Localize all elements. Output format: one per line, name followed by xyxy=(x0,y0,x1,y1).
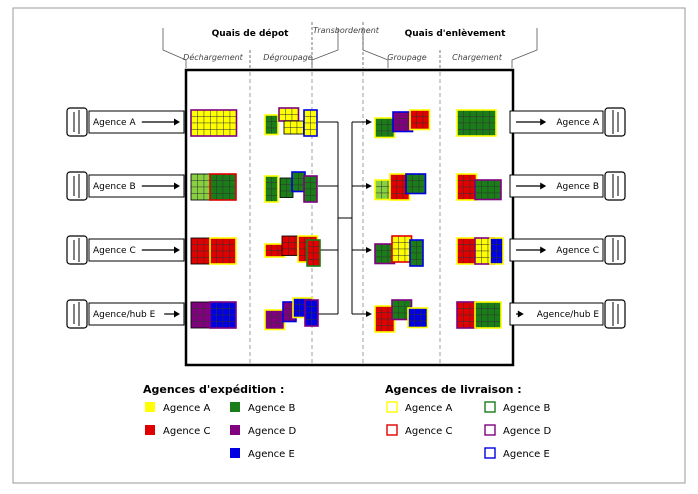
pallet-block xyxy=(210,302,236,328)
legend-label: Agence A xyxy=(163,403,211,414)
truck-cab-icon xyxy=(605,300,625,328)
pallet-block xyxy=(191,110,237,136)
outgoing-truck xyxy=(510,236,625,264)
incoming-truck xyxy=(67,172,184,200)
pallet-block xyxy=(307,240,320,266)
transshipment-label: Transbordement xyxy=(313,26,379,35)
legend-label: Agence E xyxy=(503,449,550,460)
pallet-block xyxy=(191,174,211,200)
pallet-block xyxy=(265,176,278,202)
pallet-block xyxy=(457,174,477,200)
pallet-block xyxy=(305,300,318,326)
truck-cab-icon xyxy=(67,172,87,200)
pallet-block xyxy=(457,238,477,264)
outgoing-truck xyxy=(510,108,625,136)
shipping-legend-title: Agences d'expédition : xyxy=(143,383,285,396)
pallet-block xyxy=(406,174,426,194)
legend-swatch xyxy=(230,402,240,412)
delivery-legend-title: Agences de livraison : xyxy=(385,383,522,396)
pallet-block xyxy=(304,176,317,202)
truck-label: Agence/hub E xyxy=(536,310,599,320)
truck-cab-icon xyxy=(605,172,625,200)
pallet-block xyxy=(191,238,211,264)
truck-label: Agence/hub E xyxy=(93,310,156,320)
pallet-block xyxy=(210,174,236,200)
truck-label: Agence A xyxy=(556,118,599,128)
legend-label: Agence D xyxy=(503,426,552,437)
pallet-block xyxy=(375,118,395,138)
pallet-block xyxy=(292,172,305,192)
truck-label: Agence B xyxy=(556,182,599,192)
truck-cab-icon xyxy=(605,108,625,136)
pallet-block xyxy=(304,110,317,136)
legend-label: Agence A xyxy=(405,403,453,414)
legend-label: Agence E xyxy=(248,449,295,460)
pallet-block xyxy=(490,238,503,264)
legend-label: Agence C xyxy=(405,426,453,437)
legend-swatch xyxy=(230,425,240,435)
pallet-block xyxy=(191,302,211,328)
loading-label: Chargement xyxy=(452,53,502,62)
pallet-block xyxy=(265,310,285,330)
pallet-block xyxy=(410,240,423,266)
incoming-truck xyxy=(67,236,184,264)
incoming-truck xyxy=(67,300,184,328)
pallet-block xyxy=(284,121,304,134)
legend-swatch xyxy=(145,425,155,435)
legend-swatch xyxy=(145,402,155,412)
pallet-block xyxy=(210,238,236,264)
legend-label: Agence C xyxy=(163,426,211,437)
pallet-block xyxy=(457,110,496,136)
truck-label: Agence A xyxy=(93,118,136,128)
grouping-label: Groupage xyxy=(387,53,427,62)
pallet-block xyxy=(475,180,501,200)
legend-label: Agence D xyxy=(248,426,297,437)
pallet-block xyxy=(265,244,285,257)
truck-cab-icon xyxy=(67,236,87,264)
truck-cab-icon xyxy=(605,236,625,264)
truck-label: Agence C xyxy=(93,246,136,256)
legend-label: Agence B xyxy=(248,403,296,414)
truck-cab-icon xyxy=(67,300,87,328)
legend-swatch xyxy=(230,448,240,458)
depot-header: Quais de dépot xyxy=(211,29,289,39)
truck-cab-icon xyxy=(67,108,87,136)
pallet-block xyxy=(457,302,477,328)
pickup-header: Quais d'enlèvement xyxy=(404,29,506,39)
pallet-block xyxy=(475,302,501,328)
pallet-block xyxy=(392,236,412,262)
pallet-block xyxy=(265,115,278,135)
unloading-label: Déchargement xyxy=(183,53,243,62)
pallet-block xyxy=(279,108,299,121)
outgoing-truck xyxy=(510,172,625,200)
pallet-block xyxy=(280,178,293,198)
legend-label: Agence B xyxy=(503,403,551,414)
truck-label: Agence C xyxy=(556,246,599,256)
pallet-block xyxy=(408,308,428,328)
incoming-truck xyxy=(67,108,184,136)
pallet-block xyxy=(410,110,430,130)
truck-label: Agence B xyxy=(93,182,136,192)
breaking-label: Dégroupage xyxy=(263,53,313,62)
outgoing-truck xyxy=(510,300,625,328)
